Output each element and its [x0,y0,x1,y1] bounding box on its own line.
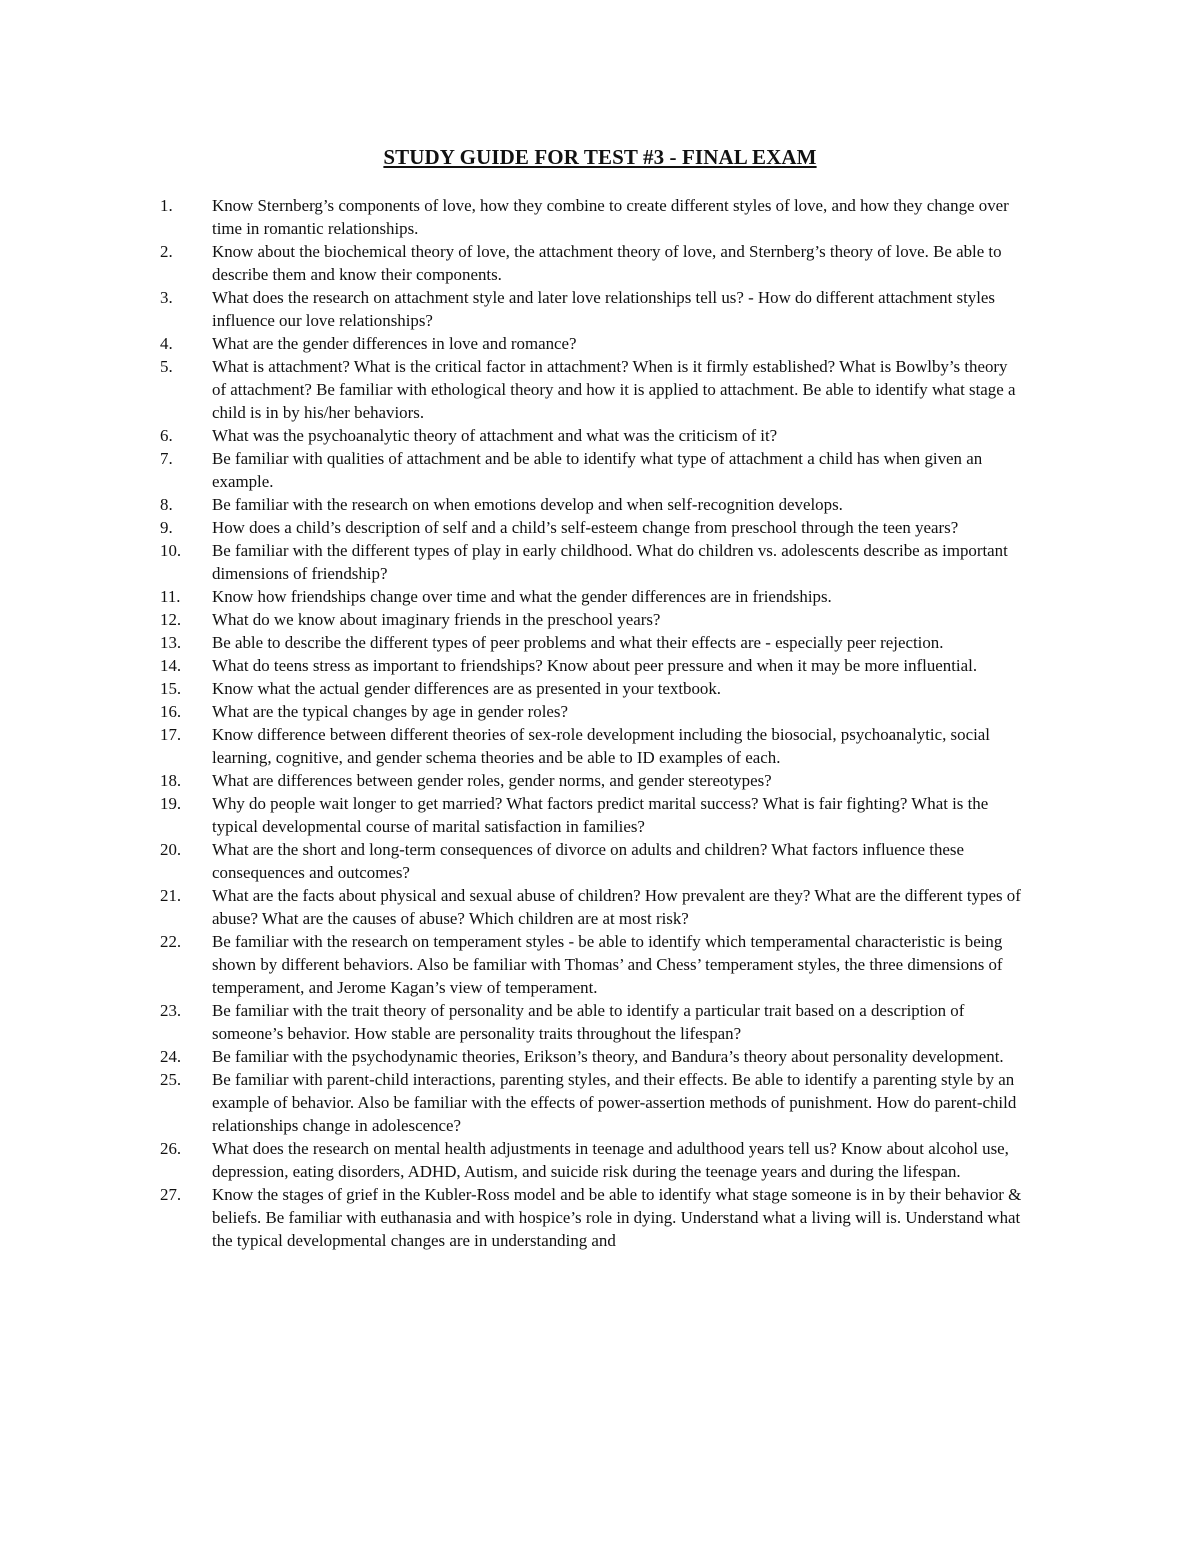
list-item [0,930,1024,999]
list-item [0,677,1024,700]
list-item-number: 5. [160,357,173,376]
list-item-text: Be familiar with the research on temperament styles - be able to identify which temperamental characteristic is being shown by different behaviors. Also be familiar with Thomas’ and Chess’ temperament styles, the three dimensions of temperament, and Jerome Kagan’s view of temperament. [212,932,1003,997]
study-question-list [0,194,1200,1252]
list-item [0,1137,1024,1183]
list-item-number: 24. [160,1047,182,1066]
list-item-number: 7. [160,449,173,468]
list-item [0,332,1024,355]
list-item-number: 15. [160,679,182,698]
list-item [0,424,1024,447]
list-item-text: Know what the actual gender differences are as presented in your textbook. [212,679,722,698]
list-item [0,792,1024,838]
list-item-text: How does a child’s description of self and a child’s self-esteem change from preschool through the teen years? [212,518,959,537]
list-item-text: What do teens stress as important to friendships? Know about peer pressure and when it may be more influential. [212,656,978,675]
list-item-text: Know the stages of grief in the Kubler-Ross model and be able to identify what stage someone is in by their behavior & beliefs. Be familiar with euthanasia and with hospice’s role in dying. Understand what a living will is. Understand what the typical developmental changes are in understanding and [212,1185,1022,1250]
list-item-number: 26. [160,1139,182,1158]
list-item-text: What are differences between gender roles, gender norms, and gender stereotypes? [212,771,772,790]
list-item [0,999,1024,1045]
list-item-text: Be familiar with the trait theory of personality and be able to identify a particular trait based on a description of someone’s behavior. How stable are personality traits throughout the lifespan? [212,1001,965,1043]
list-item-number: 13. [160,633,182,652]
list-item-text: What are the short and long-term consequences of divorce on adults and children? What factors influence these consequences and outcomes? [212,840,964,882]
list-item-number: 25. [160,1070,182,1089]
list-item-text: Know how friendships change over time and what the gender differences are in friendships. [212,587,832,606]
list-item-number: 22. [160,932,182,951]
list-item [0,769,1024,792]
list-item [0,608,1024,631]
list-item-number: 1. [160,196,173,215]
list-item [0,654,1024,677]
list-item [0,1183,1024,1252]
list-item-number: 8. [160,495,173,514]
list-item [0,447,1024,493]
list-item-number: 17. [160,725,182,744]
list-item-text: Be familiar with the different types of play in early childhood. What do children vs. adolescents describe as important dimensions of friendship? [212,541,1008,583]
list-item [0,631,1024,654]
list-item-number: 3. [160,288,173,307]
list-item-number: 10. [160,541,182,560]
list-item [0,355,1024,424]
list-item-text: Know difference between different theories of sex-role development including the biosocial, psychoanalytic, social learning, cognitive, and gender schema theories and be able to ID examples of each. [212,725,990,767]
list-item-text: Know Sternberg’s components of love, how they combine to create different styles of love, and how they change over time in romantic relationships. [212,196,1009,238]
list-item [0,516,1024,539]
list-item-text: What do we know about imaginary friends in the preschool years? [212,610,661,629]
list-item-number: 19. [160,794,182,813]
list-item [0,838,1024,884]
list-item [0,539,1024,585]
list-item-text: What does the research on attachment style and later love relationships tell us? - How do different attachment styles influence our love relationships? [212,288,995,330]
list-item [0,884,1024,930]
list-item-text: What are the gender differences in love and romance? [212,334,577,353]
list-item-text: What are the facts about physical and sexual abuse of children? How prevalent are they? What are the different types of abuse? What are the causes of abuse? Which children are at most risk? [212,886,1021,928]
list-item-number: 21. [160,886,182,905]
list-item-text: What does the research on mental health adjustments in teenage and adulthood years tell us? Know about alcohol use, depression, eating disorders, ADHD, Autism, and suicide risk during the teenage years and during the lifespan. [212,1139,1009,1181]
list-item-text: Be familiar with the psychodynamic theories, Erikson’s theory, and Bandura’s theory about personality development. [212,1047,1004,1066]
list-item-number: 14. [160,656,182,675]
list-item [0,493,1024,516]
list-item-number: 12. [160,610,182,629]
list-item [0,1068,1024,1137]
list-item-text: Be familiar with the research on when emotions develop and when self-recognition develops. [212,495,843,514]
list-item-number: 11. [160,587,181,606]
list-item-number: 9. [160,518,173,537]
list-item [0,1045,1024,1068]
list-item-number: 18. [160,771,182,790]
list-item-text: Why do people wait longer to get married? What factors predict marital success? What is fair fighting? What is the typical developmental course of marital satisfaction in families? [212,794,989,836]
list-item [0,723,1024,769]
list-item [0,585,1024,608]
list-item-text: Be familiar with parent-child interactions, parenting styles, and their effects. Be able to identify a parenting style by an example of behavior. Also be familiar with the effects of power-assertion methods of punishment. How do parent-child relationships change in adolescence? [212,1070,1017,1135]
list-item-number: 2. [160,242,173,261]
list-item-text: Be able to describe the different types of peer problems and what their effects are - especially peer rejection. [212,633,944,652]
list-item [0,240,1024,286]
list-item-number: 6. [160,426,173,445]
list-item-text: Be familiar with qualities of attachment and be able to identify what type of attachment a child has when given an example. [212,449,983,491]
list-item-text: Know about the biochemical theory of love, the attachment theory of love, and Sternberg’s theory of love. Be able to describe them and know their components. [212,242,1002,284]
list-item [0,194,1024,240]
list-item-number: 20. [160,840,182,859]
list-item-text: What are the typical changes by age in gender roles? [212,702,568,721]
list-item [0,286,1024,332]
list-item-number: 16. [160,702,182,721]
list-item-text: What was the psychoanalytic theory of attachment and what was the criticism of it? [212,426,778,445]
list-item-number: 27. [160,1185,182,1204]
list-item [0,700,1024,723]
document-title: STUDY GUIDE FOR TEST #3 - FINAL EXAM [383,145,817,169]
list-item-number: 23. [160,1001,182,1020]
list-item-number: 4. [160,334,173,353]
list-item-text: What is attachment? What is the critical factor in attachment? When is it firmly established? What is Bowlby’s theory of attachment? Be familiar with ethological theory and how it is applied to attachment. Be able to identify what stage a child is in by his/her behaviors. [212,357,1016,422]
